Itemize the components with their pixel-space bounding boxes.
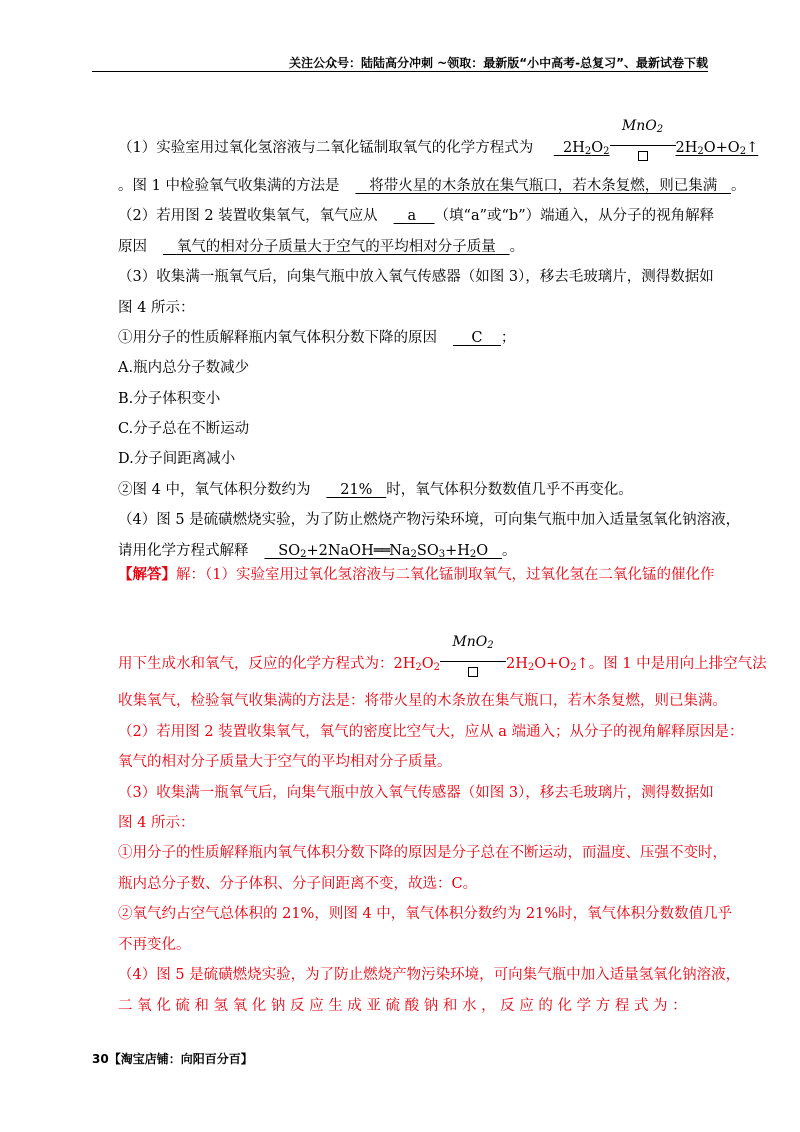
q1-answer2: 将带火星的木条放在集气瓶口，若木条复燃，则已集满	[369, 178, 718, 194]
q3-sub2: ②图 4 中，氧气体积分数约为 21% 时，氧气体积分数数值几乎不再变化。	[118, 482, 633, 498]
page-header: 关注公众号：陆陆高分冲刺 ~领取：最新版“小中高考-总复习”、最新试卷下载	[289, 56, 708, 70]
answer-4-line1: （4）图 5 是硫磺燃烧实验，为了防止燃烧产物污染环境，可向集气瓶中加入适量氢氧化钠溶液，	[118, 967, 741, 983]
answer-condition-box-icon	[468, 667, 478, 677]
answer-line3: 收集氧气，检验氧气收集满的方法是：将带火星的木条放在集气瓶口，若木条复燃，则已集满。	[118, 693, 727, 709]
shop-name: 【淘宝店铺：向阳百分百】	[108, 1052, 253, 1066]
q2-line2: 原因 氧气的相对分子质量大于空气的平均相对分子质量 。	[118, 239, 525, 255]
option-b: B.分子体积变小	[118, 391, 221, 407]
answer-reaction-condition	[440, 634, 506, 674]
q1-prefix: （1）实验室用过氧化氢溶液与二氧化锰制取氧气的化学方程式为	[118, 140, 534, 156]
catalyst-label: MnO$_2$	[621, 118, 664, 135]
q1-line2: 。图 1 中检验氧气收集满的方法是 将带火星的木条放在集气瓶口，若木条复燃，则已集满 。	[118, 178, 746, 194]
option-a: A.瓶内总分子数减少	[118, 360, 250, 376]
q2-answer: a	[407, 208, 417, 224]
q3-line2: 图 4 所示：	[118, 300, 195, 316]
header-divider	[92, 71, 708, 72]
answer-line2: 用下生成水和氧气，反应的化学方程式为：$2H_2O_2$ MnO$_2$ $2H_2O+O_2↑$。图 1 中是用向上排空气法	[118, 634, 767, 674]
answer-line1: 【解答】解：（1）实验室用过氧化氢溶液与二氧化锰制取氧气，过氧化氢在二氧化锰的催化作	[118, 566, 715, 583]
answer-3-line2: 图 4 所示：	[118, 815, 195, 831]
q3-sub2-answer: 21%	[340, 482, 373, 498]
option-d: D.分子间距离减小	[118, 451, 236, 467]
page-footer	[92, 1050, 253, 1067]
q4-line2: 请用化学方程式解释 $SO_2+2NaOH══Na_2SO_3+H_2O$ 。	[118, 543, 517, 560]
q2-line1: （2）若用图 2 装置收集氧气，氧气应从 a （填“a”或“b”）端通入，从分子的视角解释	[118, 208, 715, 224]
q4-answer-equation: $SO_2+2NaOH══Na_2SO_3+H_2O$	[264, 543, 502, 560]
answer-3-sub1-line2: 瓶内总分子数、分子体积、分子间距离不变，故选：C。	[118, 876, 478, 892]
q3-sub1: ①用分子的性质解释瓶内氧气体积分数下降的原因 C ；	[118, 330, 516, 346]
condition-box-icon	[638, 151, 648, 161]
answer-2-line2: 氧气的相对分子质量大于空气的平均相对分子质量。	[118, 754, 452, 770]
q3-sub1-answer: C	[471, 330, 483, 346]
q2-answer2: 氧气的相对分子质量大于空气的平均相对分子质量	[176, 239, 496, 255]
answer-2-line1: （2）若用图 2 装置收集氧气，氧气的密度比空气大，应从 a 端通入；从分子的视角解释原因是：	[118, 724, 744, 740]
answer-3-sub1-line1: ①用分子的性质解释瓶内氧气体积分数下降的原因是分子总在不断运动，而温度、压强不变时，	[118, 845, 727, 861]
option-c: C.分子总在不断运动	[118, 421, 250, 437]
answer-label: 【解答】	[118, 566, 176, 583]
q1-line	[118, 118, 758, 158]
answer-catalyst-label: MnO$_2$	[452, 634, 494, 651]
answer-4-line2: 二 氧 化 硫 和 氢 氧 化 钠 反 应 生 成 亚 硫 酸 钠 和 水 ， 反 应 的 化 学 方 程 式 为 ：	[118, 998, 687, 1014]
q3-line1: （3）收集满一瓶氧气后，向集气瓶中放入氧气传感器（如图 3），移去毛玻璃片，测得数据如	[118, 269, 714, 285]
q1-answer-equation: $2H_2O_2$ MnO$_2$ $2H_2O+O_2↑$	[554, 140, 758, 156]
answer-3-sub2-line2: 不再变化。	[118, 937, 191, 953]
answer-3-line1: （3）收集满一瓶氧气后，向集气瓶中放入氧气传感器（如图 3），移去毛玻璃片，测得数据如	[118, 785, 714, 801]
reaction-condition	[610, 118, 676, 158]
q4-line1: （4）图 5 是硫磺燃烧实验，为了防止燃烧产物污染环境，可向集气瓶中加入适量氢氧化钠溶液，	[118, 512, 741, 528]
page-number: 30	[92, 1052, 109, 1066]
answer-3-sub2-line1: ②氧气约占空气总体积的 21%，则图 4 中，氧气体积分数约为 21%时，氧气体积分数数值几乎	[118, 906, 733, 922]
